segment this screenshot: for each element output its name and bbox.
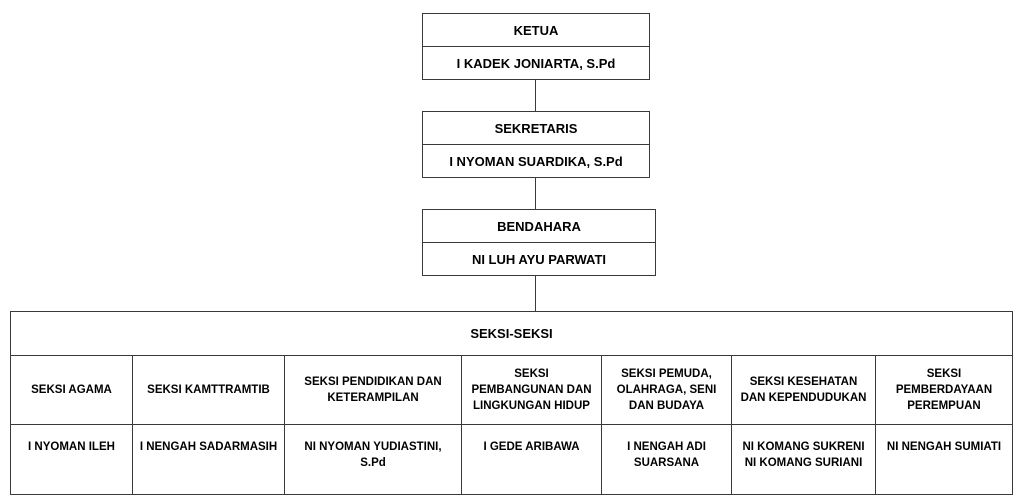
seksi-table: [10, 311, 1013, 495]
bendahara-title: BENDAHARA: [497, 218, 581, 234]
section-name: SEKSI KESEHATAN DAN KEPENDUDUKAN: [731, 356, 875, 424]
sekretaris-name: I NYOMAN SUARDIKA, S.Pd: [423, 144, 649, 177]
section-name: SEKSI PENDIDIKAN DAN KETERAMPILAN: [284, 356, 461, 424]
bendahara-name: NI LUH AYU PARWATI: [423, 242, 655, 275]
ketua-title: KETUA: [513, 22, 559, 38]
connector-line: [535, 79, 536, 111]
section-person: NI NENGAH SUMIATI: [875, 425, 1012, 495]
connector-line: [535, 177, 536, 209]
sekretaris-title: SEKRETARIS: [494, 120, 578, 136]
ketua-name: I KADEK JONIARTA, S.Pd: [423, 46, 649, 79]
ketua-box: [422, 13, 650, 80]
section-person: NI KOMANG SUKRENI NI KOMANG SURIANI: [731, 425, 875, 495]
section-name: SEKSI PEMBERDAYAAN PEREMPUAN: [875, 356, 1012, 424]
section-person: I NYOMAN ILEH: [28, 441, 115, 453]
section-people-row: [11, 425, 1012, 495]
section-person: I NENGAH SADARMASIH: [132, 425, 284, 495]
sekretaris-box: [422, 111, 650, 178]
section-person: I GEDE ARIBAWA: [461, 425, 601, 495]
section-name: SEKSI PEMBANGUNAN DAN LINGKUNGAN HIDUP: [461, 356, 601, 424]
section-name: SEKSI PEMUDA, OLAHRAGA, SENI DAN BUDAYA: [601, 356, 731, 424]
connector-line: [535, 275, 536, 311]
section-person: I NENGAH ADI SUARSANA: [601, 425, 731, 495]
section-person: NI NYOMAN YUDIASTINI, S.Pd: [284, 425, 461, 495]
bendahara-box: [422, 209, 656, 276]
section-names-row: [11, 356, 1012, 425]
section-name: SEKSI AGAMA: [31, 384, 112, 396]
section-name: SEKSI KAMTTRAMTIB: [132, 356, 284, 424]
seksi-title: SEKSI-SEKSI: [11, 312, 1012, 356]
